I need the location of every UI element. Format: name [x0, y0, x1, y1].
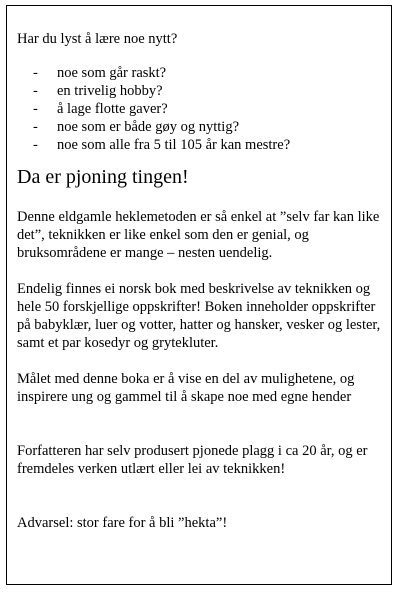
dash-marker: - — [33, 101, 38, 117]
headline: Da er pjoning tingen! — [17, 166, 189, 188]
dash-marker: - — [33, 119, 38, 135]
list-item — [17, 136, 389, 154]
list-item-text: noe som alle fra 5 til 105 år kan mestre? — [57, 137, 291, 153]
list-item-text: noe som er både gøy og nyttig? — [57, 119, 240, 135]
paragraph-technique: Denne eldgamle heklemetoden er så enkel at ”selv far kan like det”, teknikken er like enkel som den er genial, og bruksområdene er mange – nesten uendelig. — [17, 209, 380, 261]
list-item — [17, 118, 389, 136]
paragraph-author: Forfatteren har selv produsert pjonede plagg i ca 20 år, og er fremdeles verken utlært eller lei av teknikken! — [17, 443, 368, 477]
dash-marker: - — [33, 65, 38, 81]
dash-marker: - — [33, 83, 38, 99]
list-item-text: noe som går raskt? — [57, 65, 167, 81]
list-item — [17, 64, 389, 82]
question-list — [17, 64, 389, 154]
list-item — [17, 82, 389, 100]
paragraph-goal: Målet med denne boka er å vise en del av mulighetene, og inspirere ung og gammel til å skape noe med egne hender — [17, 371, 355, 405]
list-item-text: en trivelig hobby? — [57, 83, 163, 99]
document-body — [17, 30, 389, 532]
list-item-text: å lage flotte gaver? — [57, 101, 168, 117]
paragraph-book: Endelig finnes ei norsk bok med beskrivelse av teknikken og hele 50 forskjellige oppskrifter! Boken inneholder oppskrifter på babyklær, luer og votter, hatter og hansker, vesker og lester, samt et par kosedyr og grytekluter. — [17, 281, 381, 351]
intro-question: Har du lyst å lære noe nytt? — [17, 31, 178, 47]
list-item — [17, 100, 389, 118]
paragraph-warning: Advarsel: stor fare for å bli ”hekta”! — [17, 515, 228, 531]
dash-marker: - — [33, 137, 38, 153]
